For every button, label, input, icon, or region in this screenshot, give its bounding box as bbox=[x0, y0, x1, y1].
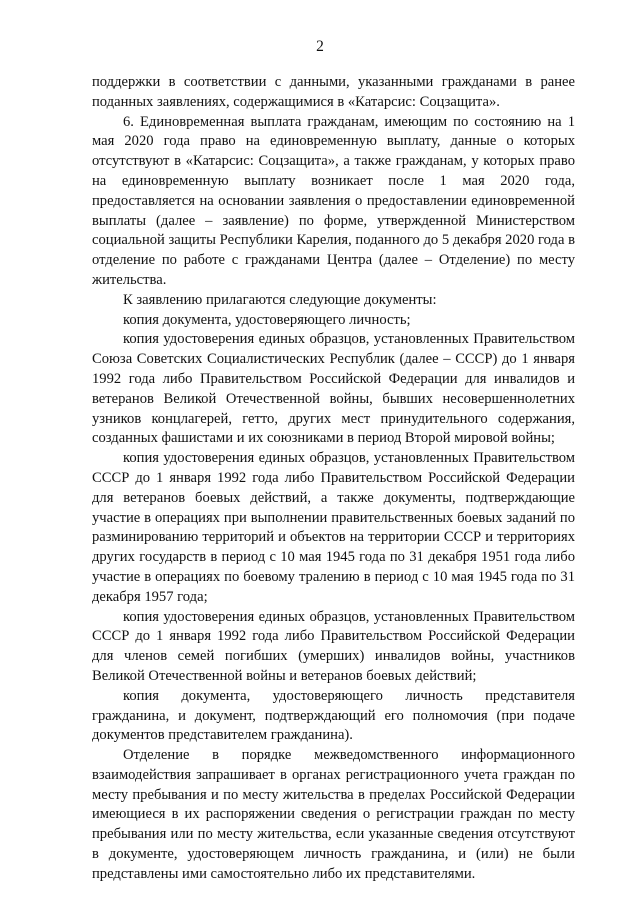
paragraph-documents-intro: К заявлению прилагаются следующие документы: bbox=[123, 291, 437, 308]
paragraph-item-6: 6. Единовременная выплата гражданам, имеющим по состоянию на 1 мая 2020 года право на единовременную выплату, данные о которых отсутствуют в «Катарсис: Соцзащита», а также гражданам, у которых право на единовременную выплату возникает после 1 мая 2020 года, предоставляется на основании заявления о предоставлении единовременной выплаты (далее – заявление) по форме, утвержденной Министерством социальной защиты Республики Карелия, поданного до 5 декабря 2020 года в отделение по работе с гражданами Центра (далее – Отделение) по месту жительства. bbox=[92, 113, 575, 288]
paragraph-document-combat-certificate: копия удостоверения единых образцов, установленных Правительством СССР до 1 января 1992 года либо Правительством Российской Федерации для ветеранов боевых действий, а также документы, подтверждающие участие в операциях при выполнении правительственных боевых заданий по разминированию территорий и объектов на территории СССР и территориях других государств в период с 10 мая 1945 года по 31 декабря 1951 года либо участие в операциях по боевому тралению в период с 10 мая 1945 года по 31 декабря 1957 года; bbox=[92, 450, 575, 605]
page-number: 2 bbox=[316, 38, 324, 55]
paragraph-document-family-certificate: копия удостоверения единых образцов, установленных Правительством СССР до 1 января 1992 года либо Правительством Российской Федерации для членов семей погибших (умерших) инвалидов войны, участников Великой Отечественной войны и ветеранов боевых действий; bbox=[92, 608, 575, 684]
paragraph-interagency-request: Отделение в порядке межведомственного информационного взаимодействия запрашивает в органах регистрационного учета граждан по месту пребывания и по месту жительства в пределах Российской Федерации имеющиеся в их распоряжении сведения о регистрации граждан по месту пребывания или по месту жительства, если указанные сведения отсутствуют в документе, удостоверяющем личность гражданина, и (или) не были представлены ими самостоятельно либо их представителями. bbox=[92, 747, 575, 882]
paragraph-document-identity: копия документа, удостоверяющего личность; bbox=[123, 311, 411, 328]
paragraph-document-representative: копия документа, удостоверяющего личность представителя гражданина, и документ, подтверждающий его полномочия (при подаче документов представителем гражданина). bbox=[92, 687, 575, 744]
paragraph-continuation: поддержки в соответствии с данными, указанными гражданами в ранее поданных заявлениях, содержащимися в «Катарсис: Соцзащита». bbox=[92, 74, 575, 110]
paragraph-document-wwii-certificate: копия удостоверения единых образцов, установленных Правительством Союза Советских Социалистических Республик (далее – СССР) до 1 января 1992 года либо Правительством Российской Федерации для инвалидов и ветеранов Великой Отечественной войны, бывших несовершеннолетних узников концлагерей, гетто, других мест принудительного содержания, созданных фашистами и их союзниками в период Второй мировой войны; bbox=[92, 331, 575, 447]
document-body bbox=[92, 73, 575, 885]
